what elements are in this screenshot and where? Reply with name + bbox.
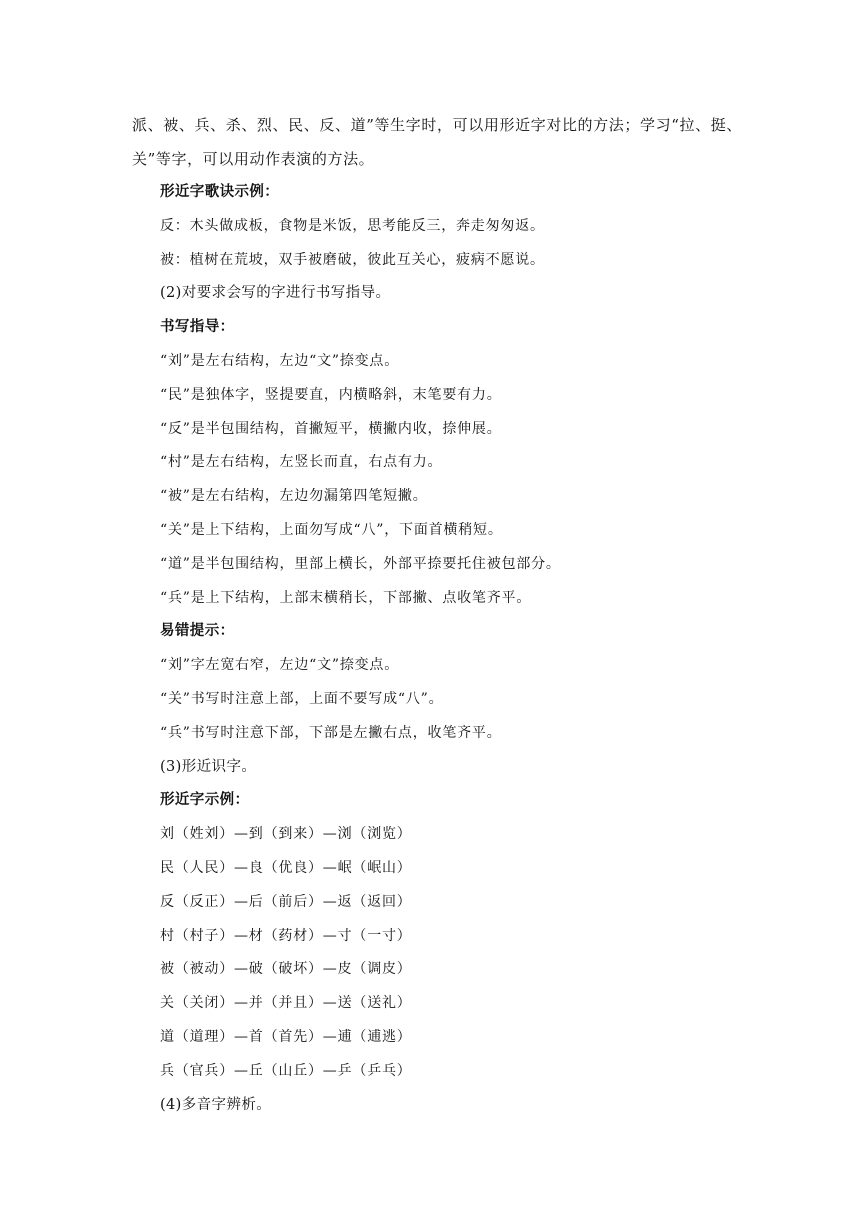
text-line: “民”是独体字，竖提要直，内横略斜，末笔要有力。 bbox=[160, 386, 502, 403]
text-line: 兵（官兵）—丘（山丘）—乒（乒乓） bbox=[160, 1062, 412, 1079]
content-lines bbox=[160, 176, 760, 1122]
text-line: 反（反正）—后（前后）—返（返回） bbox=[160, 893, 412, 910]
text-line: 刘（姓刘）—到（到来）—浏（浏览） bbox=[160, 826, 412, 843]
text-line: 村（村子）—材（药材）—寸（一寸） bbox=[160, 927, 412, 944]
section-heading: 形近字示例： bbox=[160, 792, 250, 809]
text-line: “兵”书写时注意下部，下部是左撇右点，收笔齐平。 bbox=[160, 724, 502, 741]
text-line: 民（人民）—良（优良）—岷（岷山） bbox=[160, 859, 412, 876]
numbered-item: (2)对要求会写的字进行书写指导。 bbox=[160, 285, 391, 302]
text-line: “被”是左右结构，左边勿漏第四笔短撇。 bbox=[160, 488, 428, 505]
text-line: “关”是上下结构，上面勿写成“八”，下面首横稍短。 bbox=[160, 521, 503, 538]
text-line: “反”是半包围结构，首撇短平，横撇内收，捺伸展。 bbox=[160, 420, 502, 437]
numbered-item: (3)形近识字。 bbox=[160, 758, 257, 775]
text-line: “刘”是左右结构，左边“文”捺变点。 bbox=[160, 352, 400, 369]
text-line: 关（关闭）—并（并且）—送（送礼） bbox=[160, 995, 412, 1012]
text-line: 反：木头做成板，食物是米饭，思考能反三，奔走匆匆返。 bbox=[160, 217, 545, 234]
section-heading: 易错提示： bbox=[160, 623, 235, 640]
text-line: “兵”是上下结构，上部末横稍长，下部撇、点收笔齐平。 bbox=[160, 589, 532, 606]
text-line: “关”书写时注意上部，上面不要写成“八”。 bbox=[160, 690, 444, 707]
text-line: “刘”字左宽右窄，左边“文”捺变点。 bbox=[160, 657, 400, 674]
text-line: “村”是左右结构，左竖长而直，右点有力。 bbox=[160, 454, 443, 471]
text-line: 道（道理）—首（首先）—逋（逋逃） bbox=[160, 1028, 412, 1045]
text-line: “道”是半包围结构，里部上横长，外部平捺要托住被包部分。 bbox=[160, 555, 561, 572]
text-line: 被（被动）—破（破坏）—皮（调皮） bbox=[160, 961, 412, 978]
text-line: 被：植树在荒坡，双手被磨破，彼此互关心，疲病不愿说。 bbox=[160, 251, 545, 268]
section-heading: 书写指导： bbox=[160, 319, 235, 336]
section-heading: 形近字歌诀示例： bbox=[160, 184, 280, 200]
intro-paragraph: 派、被、兵、杀、烈、民、反、道”等生字时，可以用形近字对比的方法；学习“拉、挺、关”等字，可以用动作表演的方法。 bbox=[132, 116, 742, 168]
numbered-item: (4)多音字辨析。 bbox=[160, 1096, 272, 1113]
